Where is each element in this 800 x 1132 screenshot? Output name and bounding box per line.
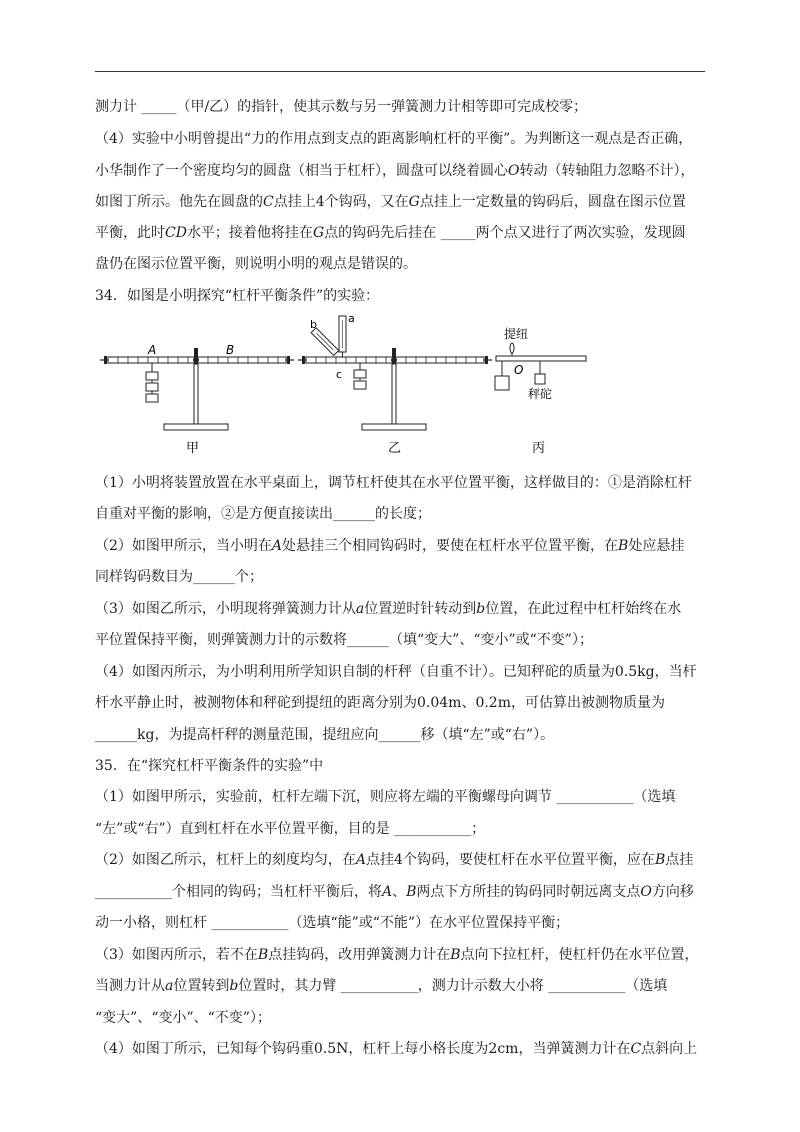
label-B: B [226, 343, 235, 357]
text-span: 34．如图是小明探究“杠杆平衡条件”的实验： [95, 288, 380, 304]
text-span: （4）如图丙所示，为小明利用所学知识自制的杆秤（自重不计）。已知秤砣的质量为0.5kg，当杆 [95, 664, 697, 680]
text-span: 同样钩码数目为______个； [95, 569, 263, 585]
text-line [95, 474, 692, 493]
text-line [95, 600, 681, 619]
text-span: “左”或“右”）直到杠杆在水平位置平衡，目的是 ___________； [95, 821, 486, 837]
text-line [95, 851, 693, 870]
text-span: “变大”、“变小”、“不变”）； [95, 1010, 271, 1026]
text-line [95, 193, 686, 212]
text-span: （2）如图乙所示，杠杆上的刻度均匀，在 [95, 852, 356, 868]
var-b: b [229, 978, 239, 994]
text-span: （4）实验中小明曾提出“力的作用点到支点的距离影响杠杆的平衡”。为判断这一观点是否正确， [95, 131, 693, 147]
text-span: 点挂4个钩码，要使杠杆在水平位置平衡，应在 [366, 852, 655, 868]
figure-yi [298, 312, 492, 456]
text-line [95, 726, 554, 745]
header-rule [95, 71, 705, 72]
var-a: a [165, 978, 174, 994]
text-span: （1）小明将装置放置在水平桌面上，调节杠杆使其在水平位置平衡，这样做目的：①是消除杠杆 [95, 475, 692, 491]
label-bing: 丙 [532, 441, 546, 456]
text-span: ___________个相同的钩码；当杠杆平衡后，将 [95, 884, 382, 900]
text-span: 位置逆时针转动到 [364, 601, 477, 617]
text-span: 盘仍在图示位置平衡，则说明小明的观点是错误的。 [95, 256, 417, 272]
var-B: B [450, 947, 461, 963]
text-line [95, 537, 684, 556]
var-G: G [312, 225, 325, 241]
label-A: A [148, 343, 157, 357]
text-span: 方向移 [651, 884, 694, 900]
text-line [95, 130, 692, 149]
text-line [95, 788, 675, 807]
question-title-34 [95, 287, 379, 306]
text-span: 点向下拉杠杆，使杠杆仍在水平位置， [460, 947, 699, 963]
label-b: b [310, 318, 317, 331]
var-a: a [355, 601, 365, 617]
text-span: 35．在“探究杠杆平衡条件的实验”中 [95, 758, 324, 774]
text-span: （1）如图甲所示，实验前，杠杆左端下沉，则应将左端的平衡螺母向调节 ___________（选填 [95, 789, 676, 805]
text-line [95, 568, 263, 587]
text-span: 杆水平静止时，被测物体和秤砣到提纽的距离分别为0.04m、0.2m，可估算出被测物质量为 [95, 695, 665, 711]
text-line [95, 946, 699, 965]
var-A: A [355, 852, 367, 868]
text-span: 自重对平衡的影响，②是方便直接读出______的长度； [95, 506, 431, 522]
text-line [95, 98, 587, 117]
lever-figure [100, 312, 600, 460]
var-B: B [257, 947, 269, 963]
text-line [95, 1009, 271, 1028]
text-span: （2）如图甲所示，当小明在 [95, 538, 272, 554]
var-O: O [508, 163, 520, 179]
var-B: B [654, 852, 666, 868]
text-span: 点挂上一定数量的钩码后，圆盘在图示位置 [419, 194, 686, 210]
text-span: 小华制作了一个密度均匀的圆盘（相当于杠杆），圆盘可以绕着圆心 [95, 163, 508, 179]
var-G: G [408, 194, 420, 210]
var-B: B [406, 884, 417, 900]
text-span: 位置，在此过程中杠杆始终在水 [485, 601, 682, 617]
text-line [95, 505, 431, 524]
text-span: 当测力计从 [95, 978, 165, 994]
text-span: 位置时，其力臂 ___________，测力计示数大小将 ___________（选填 [238, 978, 668, 994]
text-span: 点挂上4个钩码，又在 [273, 194, 409, 210]
text-line [95, 820, 485, 839]
label-tiniu: 提纽 [504, 327, 529, 341]
text-span: 转动（转轴阻力忽略不计）， [519, 163, 695, 179]
text-span: 平位置保持平衡，则弹簧测力计的示数将______（填“变大”、“变小”或“不变”）； [95, 632, 593, 648]
label-a: a [348, 312, 355, 325]
var-C: C [263, 194, 274, 210]
label-c: c [336, 368, 343, 381]
text-span: 两点下方所挂的钩码同时朝远离支点 [416, 884, 641, 900]
text-span: 处应悬挂 [628, 538, 685, 554]
text-line [95, 224, 686, 243]
text-span: 平衡，此时 [95, 225, 165, 241]
text-span: 点挂钩码，改用弹簧测力计在 [268, 947, 451, 963]
label-O: O [514, 363, 524, 377]
text-line [95, 694, 665, 713]
var-b: b [476, 601, 486, 617]
text-span: 点斜向上 [641, 1041, 698, 1057]
text-span: 处悬挂三个相同钩码时，要使在杠杆水平位置平衡，在 [282, 538, 619, 554]
var-CD: CD [165, 225, 187, 241]
label-chengtuo: 秤砣 [528, 387, 553, 401]
text-line [95, 1040, 697, 1059]
text-span: 如图丁所示。他先在圆盘的 [95, 194, 263, 210]
text-line [95, 631, 593, 650]
text-line [95, 255, 417, 274]
text-span: （3）如图丙所示，若不在 [95, 947, 258, 963]
var-B: B [618, 538, 629, 554]
var-C: C [630, 1041, 642, 1057]
var-A: A [382, 884, 393, 900]
text-line [95, 162, 694, 181]
label-jia: 甲 [186, 441, 200, 456]
var-A: A [271, 538, 283, 554]
var-O: O [640, 884, 652, 900]
text-span: 测力计 _____（甲/乙）的指针，使其示数与另一弹簧测力计相等即可完成校零； [95, 99, 588, 115]
text-span: 点的钩码先后挂在 _____两个点又进行了两次实验，发现圆 [324, 225, 686, 241]
text-span: 、 [392, 884, 407, 900]
question-title-35 [95, 757, 323, 776]
text-span: （3）如图乙所示，小明现将弹簧测力计从 [95, 601, 356, 617]
text-line [95, 977, 667, 996]
figure-jia [100, 343, 294, 456]
text-span: 点挂 [665, 852, 694, 868]
figure-bing [495, 326, 586, 456]
text-span: 水平；接着他将挂在 [186, 225, 313, 241]
text-line [95, 914, 569, 933]
text-span: ______kg，为提高杆秤的测量范围，提纽应向______移（填“左”或“右”）。 [95, 727, 555, 743]
text-span: 动一小格，则杠杆 ___________（选填“能”或“不能”）在水平位置保持平衡； [95, 915, 570, 931]
text-span: 位置转到 [173, 978, 230, 994]
text-line [95, 883, 694, 902]
label-yi: 乙 [388, 441, 402, 456]
text-line [95, 663, 697, 682]
text-span: （4）如图丁所示，已知每个钩码重0.5N，杠杆上每小格长度为2cm，当弹簧测力计在 [95, 1041, 631, 1057]
